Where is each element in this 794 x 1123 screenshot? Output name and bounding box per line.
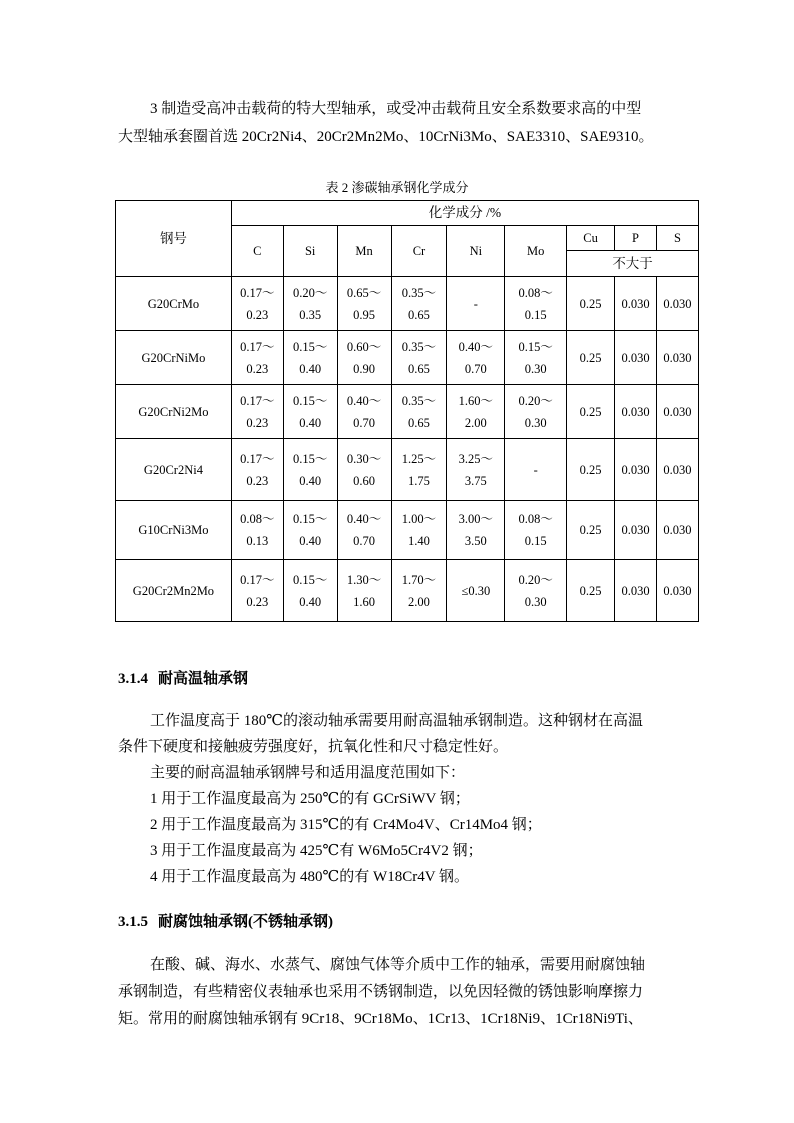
table-caption: 表 2 渗碳轴承钢化学成分	[325, 180, 469, 195]
section-title: 耐腐蚀轴承钢(不锈轴承钢)	[158, 914, 333, 930]
value-mn: 0.65～ 0.95	[337, 277, 391, 331]
value-c: 0.08～ 0.13	[231, 501, 283, 560]
header-mn: Mn	[337, 226, 391, 277]
value-c: 0.17～ 0.23	[231, 560, 283, 622]
value-cr: 0.35～ 0.65	[391, 385, 447, 439]
value-cu: 0.25	[567, 560, 615, 622]
header-mo: Mo	[505, 226, 567, 277]
header-c: C	[231, 226, 283, 277]
list-item: 4 用于工作温度最高为 480℃的有 W18Cr4V 钢。	[150, 869, 470, 885]
paragraph-line: 在酸、碱、海水、水蒸气、腐蚀气体等介质中工作的轴承，需要用耐腐蚀轴	[150, 957, 646, 973]
value-ni: 0.40～ 0.70	[447, 331, 505, 385]
composition-table	[115, 200, 699, 622]
list-item: 1 用于工作温度最高为 250℃的有 GCrSiWV 钢；	[150, 791, 470, 807]
value-si: 0.15～ 0.40	[283, 560, 337, 622]
value-cr: 0.35～ 0.65	[391, 277, 447, 331]
header-si: Si	[283, 226, 337, 277]
value-mn: 0.40～ 0.70	[337, 385, 391, 439]
intro-line-2: 大型轴承套圈首选 20Cr2Ni4、20Cr2Mn2Mo、10CrNi3Mo、SAE3310、SAE9310。	[118, 129, 654, 145]
header-s: S	[656, 226, 698, 251]
paragraph-line: 条件下硬度和接触疲劳强度好，抗氧化性和尺寸稳定性好。	[118, 739, 509, 755]
value-p: 0.030	[615, 331, 657, 385]
steel-grade: G20CrMo	[116, 277, 232, 331]
value-p: 0.030	[615, 560, 657, 622]
value-c: 0.17～ 0.23	[231, 385, 283, 439]
paragraph-line: 工作温度高于 180℃的滚动轴承需要用耐高温轴承钢制造。这种钢材在高温	[150, 713, 644, 729]
value-c: 0.17～ 0.23	[231, 439, 283, 501]
value-s: 0.030	[656, 439, 698, 501]
header-ni: Ni	[447, 226, 505, 277]
steel-grade: G20CrNi2Mo	[116, 385, 232, 439]
value-mo: 0.20～ 0.30	[505, 385, 567, 439]
value-s: 0.030	[656, 385, 698, 439]
value-cu: 0.25	[567, 439, 615, 501]
header-p: P	[615, 226, 657, 251]
value-si: 0.15～ 0.40	[283, 439, 337, 501]
table-row	[116, 277, 699, 331]
value-mo: 0.08～ 0.15	[505, 277, 567, 331]
section-heading-3-1-4	[118, 667, 248, 688]
value-si: 0.20～ 0.35	[283, 277, 337, 331]
table-row	[116, 501, 699, 560]
section-number: 3.1.4	[118, 671, 148, 687]
header-cu: Cu	[567, 226, 615, 251]
value-cu: 0.25	[567, 385, 615, 439]
paragraph-line: 主要的耐高温轴承钢牌号和适用温度范围如下：	[150, 765, 466, 781]
steel-grade: G20Cr2Mn2Mo	[116, 560, 232, 622]
list-item: 2 用于工作温度最高为 315℃的有 Cr4Mo4V、Cr14Mo4 钢；	[150, 817, 542, 833]
header-cr: Cr	[391, 226, 447, 277]
value-p: 0.030	[615, 439, 657, 501]
value-mo: 0.20～ 0.30	[505, 560, 567, 622]
value-mo: 0.08～ 0.15	[505, 501, 567, 560]
value-ni: 3.00～ 3.50	[447, 501, 505, 560]
section-title: 耐高温轴承钢	[158, 671, 249, 687]
value-mo: -	[505, 439, 567, 501]
section-heading-3-1-5	[118, 910, 333, 931]
table-row	[116, 560, 699, 622]
value-ni: -	[447, 277, 505, 331]
value-c: 0.17～ 0.23	[231, 277, 283, 331]
value-cr: 1.00～ 1.40	[391, 501, 447, 560]
value-cu: 0.25	[567, 331, 615, 385]
value-cr: 0.35～ 0.65	[391, 331, 447, 385]
value-cu: 0.25	[567, 277, 615, 331]
paragraph-line: 承钢制造，有些精密仪表轴承也采用不锈钢制造，以免因轻微的锈蚀影响摩擦力	[118, 984, 644, 1000]
value-mn: 0.40～ 0.70	[337, 501, 391, 560]
value-p: 0.030	[615, 385, 657, 439]
table-row	[116, 385, 699, 439]
value-cr: 1.25～ 1.75	[391, 439, 447, 501]
paragraph-line: 矩。常用的耐腐蚀轴承钢有 9Cr18、9Cr18Mo、1Cr13、1Cr18Ni9、1Cr18Ni9Ti、	[118, 1011, 643, 1027]
value-s: 0.030	[656, 331, 698, 385]
value-s: 0.030	[656, 501, 698, 560]
value-s: 0.030	[656, 277, 698, 331]
value-s: 0.030	[656, 560, 698, 622]
value-cr: 1.70～ 2.00	[391, 560, 447, 622]
value-si: 0.15～ 0.40	[283, 331, 337, 385]
value-c: 0.17～ 0.23	[231, 331, 283, 385]
intro-line-1: 3 制造受高冲击载荷的特大型轴承，或受冲击载荷且安全系数要求高的中型	[150, 101, 642, 117]
value-si: 0.15～ 0.40	[283, 501, 337, 560]
value-mn: 1.30～ 1.60	[337, 560, 391, 622]
header-not-more-than: 不大于	[567, 251, 699, 277]
value-p: 0.030	[615, 501, 657, 560]
value-si: 0.15～ 0.40	[283, 385, 337, 439]
value-ni: ≤0.30	[447, 560, 505, 622]
value-ni: 3.25～ 3.75	[447, 439, 505, 501]
table-row	[116, 439, 699, 501]
steel-grade: G20Cr2Ni4	[116, 439, 232, 501]
section-number: 3.1.5	[118, 914, 148, 930]
value-p: 0.030	[615, 277, 657, 331]
header-composition: 化学成分 /%	[231, 201, 698, 226]
list-item: 3 用于工作温度最高为 425℃有 W6Mo5Cr4V2 钢；	[150, 843, 483, 859]
value-mn: 0.30～ 0.60	[337, 439, 391, 501]
header-steel-grade: 钢号	[116, 201, 232, 277]
value-ni: 1.60～ 2.00	[447, 385, 505, 439]
value-mo: 0.15～ 0.30	[505, 331, 567, 385]
steel-grade: G20CrNiMo	[116, 331, 232, 385]
value-mn: 0.60～ 0.90	[337, 331, 391, 385]
table-row	[116, 331, 699, 385]
steel-grade: G10CrNi3Mo	[116, 501, 232, 560]
value-cu: 0.25	[567, 501, 615, 560]
